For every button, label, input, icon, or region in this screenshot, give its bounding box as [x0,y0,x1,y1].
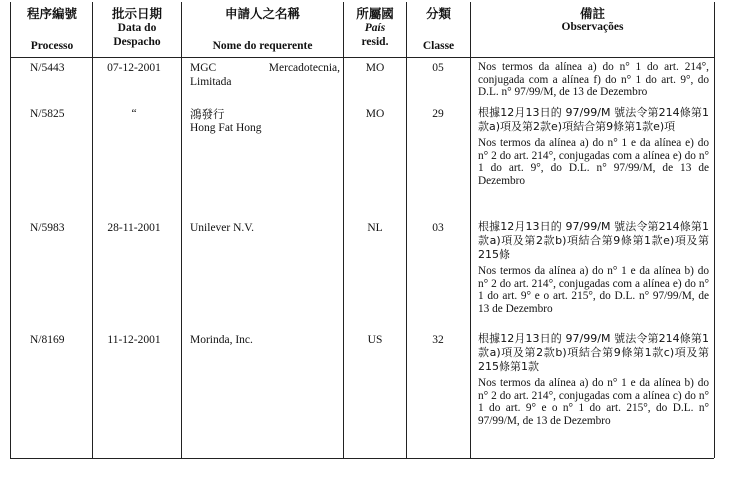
header-classe-pt: Classe [422,40,455,52]
row4-obs [478,332,709,427]
row4-processo: N/8169 [30,334,65,346]
header-pais-pt2: resid. [361,36,389,48]
column-divider [406,2,407,458]
row4-pais: US [367,334,383,346]
row2-pais: MO [365,108,385,120]
row3-obs [478,220,709,315]
row3-obs-pt: Nos termos da alínea a) do n° 1 e da alínea b) do n° 2 do art. 214°, conjugadas com a alínea e) do n° 1 do art. 9° e o art. 215°, do D.L. n° 97/99/M, de 13 de Dezembro [478,265,709,315]
table-left-border [10,2,11,458]
row2-nome-pt: Hong Fat Hong [190,122,262,134]
header-data-pt2: Despacho [113,36,161,48]
header-data [93,7,181,49]
header-nome [182,7,343,53]
header-pais-pt1: País [364,22,386,34]
header-obs [471,7,714,34]
column-divider [470,2,471,458]
header-processo [12,7,92,53]
row2-processo: N/5825 [30,108,65,120]
header-classe-zh: 分類 [425,6,451,21]
header-data-pt1: Data do [117,22,157,34]
row2-obs-pt: Nos termos da alínea a) do n° 1 e da alínea e) do n° 2 do art. 214°, conjugadas com a alínea e) do n° 1 do art. 9°, do D.L. n° 97/99/M, de 13 de Dezembro [478,137,709,187]
row2-classe: 29 [432,108,444,120]
row3-classe: 03 [432,222,444,234]
header-nome-pt: Nome do requerente [212,40,313,52]
row1-nome-word1: MGC [190,62,217,74]
header-obs-zh: 備註 [579,6,605,21]
row3-obs-zh: 根據12月13日的 97/99/M 號法令第214條第1款a)項及第2款b)項結合第9條第1款e)項及第215條 [478,220,709,261]
column-divider [181,2,182,458]
row1-processo: N/5443 [30,62,65,74]
row2-obs-zh: 根據12月13日的 97/99/M 號法令第214條第1款a)項及第2款e)項結合第9條第1款e)項 [478,106,709,133]
row1-pais: MO [365,62,385,74]
row2-data: “ [131,108,137,120]
header-bottom-rule [10,57,714,58]
row4-obs-pt: Nos termos da alínea a) do n° 1 e da alínea b) do n° 2 do art. 214°, conjugadas com a alínea c) do n° 1 do art. 9° e o n° 1 do art. 215°, do D.L. n° 97/99/M, de 13 de Dezembro [478,377,709,427]
row3-data: 28-11-2001 [107,222,161,234]
row2-nome-zh: 鴻發行 [190,107,225,121]
header-processo-zh: 程序編號 [26,6,77,21]
row3-processo: N/5983 [30,222,65,234]
header-data-zh: 批示日期 [111,6,162,21]
row1-obs-pt: Nos termos da alínea a) do n° 1 do art. 214°, conjugada com a alínea f) do n° 1 do art. 9°, do D.L. n° 97/99/M, de 13 de Dezembro [478,61,709,98]
row2-obs [478,106,709,187]
table-bottom-rule [10,458,714,459]
row3-nome: Unilever N.V. [190,222,254,234]
header-processo-pt: Processo [30,40,74,52]
row1-nome [190,61,340,89]
row1-nome-line1 [190,61,340,75]
table-right-border [714,2,715,458]
row1-classe: 05 [432,62,444,74]
header-nome-zh: 申請人之名稱 [224,6,300,21]
header-pais [344,7,406,49]
row1-data: 07-12-2001 [107,62,161,74]
row3-pais: NL [367,222,383,234]
row1-nome-line2: Limitada [190,76,232,88]
row4-nome: Morinda, Inc. [190,334,253,346]
row4-classe: 32 [432,334,444,346]
row2-nome [190,107,340,135]
column-divider [343,2,344,458]
header-classe [407,7,470,53]
row1-nome-word2: Mercadotecnia, [268,62,340,74]
row4-obs-zh: 根據12月13日的 97/99/M 號法令第214條第1款a)項及第2款b)項結合第9條第1款c)項及第215條第1款 [478,332,709,373]
row4-data: 11-12-2001 [107,334,161,346]
header-pais-zh: 所屬國 [356,6,394,21]
header-obs-pt: Observações [561,21,624,33]
